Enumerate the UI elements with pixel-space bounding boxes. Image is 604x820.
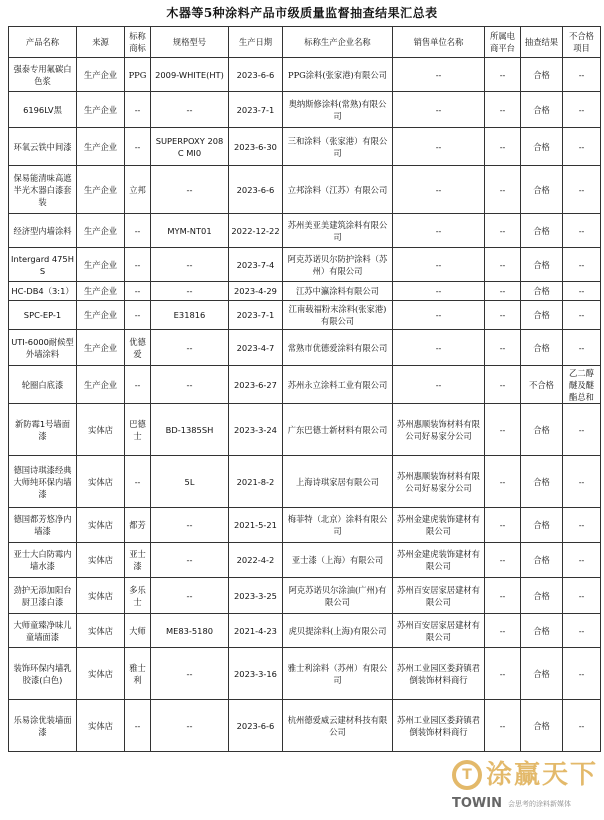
cell-production-date: 2023-4-7 xyxy=(229,330,283,366)
table-row xyxy=(9,58,601,92)
header-production-date: 生产日期 xyxy=(229,27,283,58)
cell-spec: ME83-5180 xyxy=(151,614,229,648)
table-row xyxy=(9,648,601,700)
cell-product-name: UTI-6000耐候型外墙涂料 xyxy=(9,330,77,366)
cell-product-name: SPC-EP-1 xyxy=(9,301,77,330)
cell-platform: -- xyxy=(485,330,521,366)
cell-product-name: 新防霉1号墙面漆 xyxy=(9,404,77,456)
cell-platform: -- xyxy=(485,456,521,508)
cell-manufacturer: 虎贝提涂料(上海)有限公司 xyxy=(283,614,393,648)
cell-spec: MYM-NT01 xyxy=(151,214,229,248)
cell-platform: -- xyxy=(485,543,521,578)
watermark-name-en: TOWIN xyxy=(452,796,502,811)
cell-source: 生产企业 xyxy=(77,128,125,166)
table-row xyxy=(9,301,601,330)
cell-production-date: 2023-6-6 xyxy=(229,58,283,92)
cell-brand: -- xyxy=(125,301,151,330)
cell-manufacturer: 杭州德爱威云建材科技有限公司 xyxy=(283,700,393,752)
table-row xyxy=(9,456,601,508)
cell-spec: -- xyxy=(151,578,229,614)
cell-platform: -- xyxy=(485,58,521,92)
cell-seller: -- xyxy=(393,58,485,92)
cell-manufacturer: 苏州美亚美建筑涂料有限公司 xyxy=(283,214,393,248)
header-spec: 规格型号 xyxy=(151,27,229,58)
cell-product-name: 6196LV黑 xyxy=(9,92,77,128)
cell-failed-items: -- xyxy=(563,301,601,330)
cell-spec: -- xyxy=(151,508,229,543)
cell-result: 合格 xyxy=(521,700,563,752)
table-row xyxy=(9,128,601,166)
cell-source: 实体店 xyxy=(77,508,125,543)
cell-failed-items: -- xyxy=(563,92,601,128)
cell-result: 合格 xyxy=(521,614,563,648)
cell-platform: -- xyxy=(485,614,521,648)
cell-manufacturer: 亚士漆（上海）有限公司 xyxy=(283,543,393,578)
cell-seller: -- xyxy=(393,366,485,404)
cell-result: 合格 xyxy=(521,404,563,456)
cell-product-name: 轮圈白底漆 xyxy=(9,366,77,404)
cell-production-date: 2023-6-6 xyxy=(229,700,283,752)
cell-production-date: 2023-3-16 xyxy=(229,648,283,700)
page-title: 木器等5种涂料产品市级质量监督抽查结果汇总表 xyxy=(166,6,438,20)
cell-spec: 5L xyxy=(151,456,229,508)
table-row xyxy=(9,614,601,648)
cell-product-name: 环氧云铁中间漆 xyxy=(9,128,77,166)
table-row xyxy=(9,92,601,128)
cell-production-date: 2021-5-21 xyxy=(229,508,283,543)
cell-source: 实体店 xyxy=(77,404,125,456)
cell-seller: 苏州工业园区娄葑镇君倒装饰材料商行 xyxy=(393,648,485,700)
cell-brand: 多乐士 xyxy=(125,578,151,614)
cell-seller: 苏州百安居家居建材有限公司 xyxy=(393,578,485,614)
cell-production-date: 2022-12-22 xyxy=(229,214,283,248)
cell-product-name: 经济型内墙涂料 xyxy=(9,214,77,248)
cell-product-name: 德国都芳悠净内墙漆 xyxy=(9,508,77,543)
cell-failed-items: 乙二醇醚及醚酯总和 xyxy=(563,366,601,404)
cell-production-date: 2022-4-2 xyxy=(229,543,283,578)
cell-platform: -- xyxy=(485,214,521,248)
cell-seller: 苏州金建虎装饰建材有限公司 xyxy=(393,543,485,578)
header-seller: 销售单位名称 xyxy=(393,27,485,58)
cell-result: 合格 xyxy=(521,214,563,248)
cell-manufacturer: 阿克苏诺贝尔防护涂料（苏州）有限公司 xyxy=(283,248,393,282)
cell-brand: -- xyxy=(125,128,151,166)
cell-manufacturer: 三和涂料（张家港）有限公司 xyxy=(283,128,393,166)
cell-failed-items: -- xyxy=(563,700,601,752)
cell-brand: 优德爱 xyxy=(125,330,151,366)
cell-brand: 亚士漆 xyxy=(125,543,151,578)
cell-seller: 苏州惠顺装饰材料有限公司好易家分公司 xyxy=(393,404,485,456)
cell-production-date: 2023-7-1 xyxy=(229,92,283,128)
table-row xyxy=(9,248,601,282)
cell-result: 不合格 xyxy=(521,366,563,404)
cell-manufacturer: 阿克苏诺贝尔涂油(广州)有限公司 xyxy=(283,578,393,614)
watermark-name-cn: 涂赢天下 xyxy=(486,760,599,790)
cell-production-date: 2021-8-2 xyxy=(229,456,283,508)
cell-manufacturer: 雅士利涂料（苏州）有限公司 xyxy=(283,648,393,700)
cell-source: 生产企业 xyxy=(77,366,125,404)
cell-spec: 2009-WHITE(HT) xyxy=(151,58,229,92)
cell-result: 合格 xyxy=(521,282,563,301)
cell-source: 生产企业 xyxy=(77,58,125,92)
header-result: 抽查结果 xyxy=(521,27,563,58)
cell-brand: PPG xyxy=(125,58,151,92)
cell-spec: -- xyxy=(151,648,229,700)
watermark-slogan: 会思考的涂料新媒体 xyxy=(508,800,571,808)
cell-production-date: 2023-6-6 xyxy=(229,166,283,214)
table-row xyxy=(9,508,601,543)
header-row xyxy=(9,27,601,58)
cell-platform: -- xyxy=(485,648,521,700)
cell-platform: -- xyxy=(485,404,521,456)
cell-result: 合格 xyxy=(521,508,563,543)
cell-platform: -- xyxy=(485,282,521,301)
cell-seller: -- xyxy=(393,166,485,214)
cell-production-date: 2023-6-27 xyxy=(229,366,283,404)
cell-brand: -- xyxy=(125,700,151,752)
cell-seller: 苏州工业园区娄葑镇君倒装饰材料商行 xyxy=(393,700,485,752)
cell-production-date: 2023-6-30 xyxy=(229,128,283,166)
cell-manufacturer: PPG涂料(张家港)有限公司 xyxy=(283,58,393,92)
cell-product-name: 强泰专用氟碳白色浆 xyxy=(9,58,77,92)
cell-manufacturer: 上海诗琪家居有限公司 xyxy=(283,456,393,508)
cell-result: 合格 xyxy=(521,543,563,578)
cell-spec: -- xyxy=(151,366,229,404)
cell-result: 合格 xyxy=(521,301,563,330)
cell-result: 合格 xyxy=(521,456,563,508)
cell-platform: -- xyxy=(485,128,521,166)
cell-result: 合格 xyxy=(521,58,563,92)
cell-result: 合格 xyxy=(521,648,563,700)
cell-source: 实体店 xyxy=(77,700,125,752)
cell-brand: 大师 xyxy=(125,614,151,648)
cell-source: 生产企业 xyxy=(77,248,125,282)
cell-manufacturer: 江南载福粉末涂料(张家港)有限公司 xyxy=(283,301,393,330)
cell-spec: -- xyxy=(151,700,229,752)
cell-seller: -- xyxy=(393,128,485,166)
cell-source: 生产企业 xyxy=(77,92,125,128)
cell-brand: -- xyxy=(125,282,151,301)
table-row xyxy=(9,578,601,614)
cell-source: 生产企业 xyxy=(77,214,125,248)
cell-spec: -- xyxy=(151,92,229,128)
cell-seller: -- xyxy=(393,330,485,366)
cell-spec: SUPERPOXY 208C MI0 xyxy=(151,128,229,166)
cell-result: 合格 xyxy=(521,166,563,214)
cell-production-date: 2021-4-23 xyxy=(229,614,283,648)
cell-brand: 都芳 xyxy=(125,508,151,543)
cell-spec: BD-1385SH xyxy=(151,404,229,456)
cell-source: 生产企业 xyxy=(77,282,125,301)
header-platform: 所属电商平台 xyxy=(485,27,521,58)
cell-source: 生产企业 xyxy=(77,301,125,330)
cell-result: 合格 xyxy=(521,92,563,128)
cell-seller: 苏州惠顺装饰材料有限公司好易家分公司 xyxy=(393,456,485,508)
cell-seller: -- xyxy=(393,214,485,248)
cell-manufacturer: 立邦涂料（江苏）有限公司 xyxy=(283,166,393,214)
cell-failed-items: -- xyxy=(563,648,601,700)
cell-source: 生产企业 xyxy=(77,330,125,366)
cell-product-name: 德国诗琪漆经典大师纯环保内墙漆 xyxy=(9,456,77,508)
cell-failed-items: -- xyxy=(563,248,601,282)
cell-manufacturer: 奥纳斯修涂料(常熟)有限公司 xyxy=(283,92,393,128)
cell-production-date: 2023-7-1 xyxy=(229,301,283,330)
cell-brand: -- xyxy=(125,214,151,248)
cell-brand: -- xyxy=(125,248,151,282)
cell-failed-items: -- xyxy=(563,58,601,92)
cell-source: 实体店 xyxy=(77,614,125,648)
cell-manufacturer: 梅菲特（北京）涂料有限公司 xyxy=(283,508,393,543)
cell-seller: -- xyxy=(393,248,485,282)
cell-seller: -- xyxy=(393,92,485,128)
header-failed-items: 不合格项目 xyxy=(563,27,601,58)
cell-platform: -- xyxy=(485,248,521,282)
cell-spec: -- xyxy=(151,330,229,366)
cell-production-date: 2023-4-29 xyxy=(229,282,283,301)
cell-product-name: 装饰环保内墙乳胶漆(白色) xyxy=(9,648,77,700)
cell-source: 实体店 xyxy=(77,648,125,700)
cell-product-name: 亚士大白防霉内墙水漆 xyxy=(9,543,77,578)
cell-seller: 苏州金建虎装饰建材有限公司 xyxy=(393,508,485,543)
cell-product-name: HC-DB4（3:1） xyxy=(9,282,77,301)
cell-production-date: 2023-7-4 xyxy=(229,248,283,282)
table-row xyxy=(9,166,601,214)
cell-failed-items: -- xyxy=(563,330,601,366)
cell-manufacturer: 常熟市优德爱涂料有限公司 xyxy=(283,330,393,366)
cell-result: 合格 xyxy=(521,578,563,614)
cell-production-date: 2023-3-25 xyxy=(229,578,283,614)
table-row xyxy=(9,404,601,456)
table-row xyxy=(9,543,601,578)
table-row xyxy=(9,282,601,301)
table-row xyxy=(9,330,601,366)
cell-failed-items: -- xyxy=(563,508,601,543)
cell-platform: -- xyxy=(485,166,521,214)
cell-seller: -- xyxy=(393,301,485,330)
cell-result: 合格 xyxy=(521,330,563,366)
cell-result: 合格 xyxy=(521,128,563,166)
watermark xyxy=(450,758,600,818)
cell-brand: 立邦 xyxy=(125,166,151,214)
cell-failed-items: -- xyxy=(563,614,601,648)
towin-logo-icon: T xyxy=(452,760,482,790)
cell-source: 实体店 xyxy=(77,456,125,508)
results-table xyxy=(8,26,601,752)
cell-product-name: 保易能清味高遮半光木器白漆套装 xyxy=(9,166,77,214)
cell-failed-items: -- xyxy=(563,166,601,214)
cell-platform: -- xyxy=(485,700,521,752)
cell-spec: -- xyxy=(151,248,229,282)
table-row xyxy=(9,366,601,404)
cell-failed-items: -- xyxy=(563,456,601,508)
cell-failed-items: -- xyxy=(563,404,601,456)
cell-platform: -- xyxy=(485,301,521,330)
cell-production-date: 2023-3-24 xyxy=(229,404,283,456)
cell-product-name: 劲护无添加阳台厨卫漆白漆 xyxy=(9,578,77,614)
header-manufacturer: 标称生产企业名称 xyxy=(283,27,393,58)
cell-source: 生产企业 xyxy=(77,166,125,214)
cell-platform: -- xyxy=(485,578,521,614)
table-row xyxy=(9,214,601,248)
cell-brand: -- xyxy=(125,456,151,508)
cell-platform: -- xyxy=(485,508,521,543)
cell-seller: 苏州百安居家居建材有限公司 xyxy=(393,614,485,648)
cell-spec: -- xyxy=(151,543,229,578)
cell-seller: -- xyxy=(393,282,485,301)
cell-source: 实体店 xyxy=(77,543,125,578)
cell-source: 实体店 xyxy=(77,578,125,614)
cell-platform: -- xyxy=(485,92,521,128)
cell-brand: 雅士利 xyxy=(125,648,151,700)
cell-manufacturer: 苏州永立涂料工业有限公司 xyxy=(283,366,393,404)
cell-failed-items: -- xyxy=(563,282,601,301)
header-source: 来源 xyxy=(77,27,125,58)
cell-brand: 巴德士 xyxy=(125,404,151,456)
cell-product-name: 大师童臻净味儿童墙面漆 xyxy=(9,614,77,648)
cell-product-name: Intergard 475HS xyxy=(9,248,77,282)
cell-failed-items: -- xyxy=(563,543,601,578)
cell-brand: -- xyxy=(125,92,151,128)
table-row xyxy=(9,700,601,752)
cell-spec: -- xyxy=(151,166,229,214)
cell-spec: -- xyxy=(151,282,229,301)
cell-failed-items: -- xyxy=(563,214,601,248)
cell-manufacturer: 江苏中瀛涂料有限公司 xyxy=(283,282,393,301)
cell-product-name: 乐易涂优装墙面漆 xyxy=(9,700,77,752)
cell-brand: -- xyxy=(125,366,151,404)
header-product-name: 产品名称 xyxy=(9,27,77,58)
header-brand: 标称商标 xyxy=(125,27,151,58)
cell-platform: -- xyxy=(485,366,521,404)
cell-result: 合格 xyxy=(521,248,563,282)
cell-manufacturer: 广东巴德士新材料有限公司 xyxy=(283,404,393,456)
cell-failed-items: -- xyxy=(563,578,601,614)
cell-spec: E31816 xyxy=(151,301,229,330)
cell-failed-items: -- xyxy=(563,128,601,166)
